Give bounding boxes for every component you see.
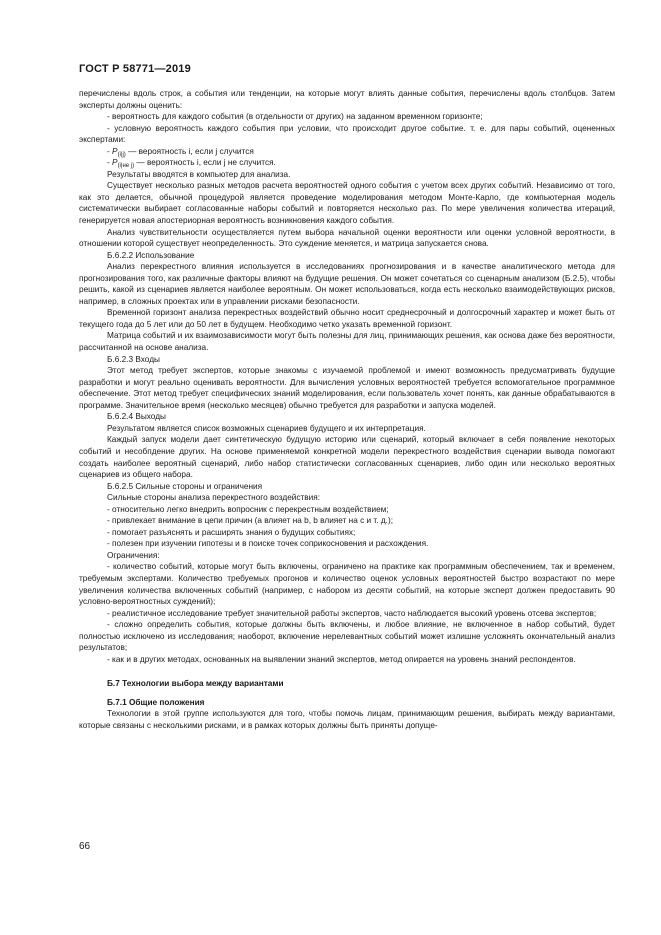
list-item: - реалистичное исследование требует значительной работы экспертов, часто наблюдается высокий уровень отсева экспертов; [107,608,597,618]
formula-line: - $P_{(i|j)}$ — вероятность i, если j случится [107,146,254,158]
formula-symbol: P [112,146,118,156]
paragraph: Временной горизонт анализа перекрестных воздействий обычно носит среднесрочный и долгосрочный характер и может быть от текущего года до 5 лет или до 50 лет в будущем. Необходимо четко указать временной горизонт. [79,308,615,329]
list-item: - количество событий, которые могут быть включены, ограничено на практике как программным обеспечением, так и временем, требуемым экспертами. Количество требуемых прогонов и количество оценок условных вероятностей быстро возрастают по мере увеличения количества включенных событий (например, с набором из десяти событий, на которые эксперт должен предоставить 90 условно-вероятностных суждений); [79,562,615,607]
paragraph: Ограничения: [107,550,160,560]
paragraph: Существует несколько разных методов расчета вероятностей одного события с учетом всех других событий. Независимо от того, как это делается, обычной процедурой является проведение моделирования методом Монте-Карло, где компьютерная модель систематически выбирает согласованные наборы событий и повторяется несколько раз. По мере увеличения количества итераций, генерируется новая апостериорная вероятность возникновения каждого события. [79,181,615,226]
subsection-heading: Б.6.2.2 Использование [107,250,195,260]
formula-subscript: (i|не j) [117,163,135,170]
list-item: - вероятность для каждого события (в отдельности от других) на заданном временном горизонте; [107,112,483,122]
formula-symbol: P [112,158,118,168]
paragraph: Технологии в этой группе используются для того, чтобы помочь лицам, принимающим решения, выбирать между вариантами, которые связаны с несколькими рисками, и в рамках которых должны быть приняты допуще- [79,709,615,730]
list-item: - полезен при изучении гипотезы и в поиске точек соприкосновения и расхождения. [107,539,429,549]
section-subheading: Б.7.1 Общие положения [107,697,205,707]
paragraph: Результатом является список возможных сценариев будущего и их интерпретация. [107,423,426,433]
paragraph: Результаты вводятся в компьютер для анализа. [107,169,291,179]
formula-line: - $P_{(i|не j)}$ — вероятность i, если j не случится. [107,158,276,170]
list-item: - привлекает внимание в цепи причин (a влияет на b, b влияет на c и т. д.); [107,516,393,526]
list-item: - сложно определить события, которые должны быть включены, и любое влияние, не включенное в набор событий, будет полностью исключено из исследования; наоборот, включение нерелевантных событий может излишне усложнять окончательный анализ результатов; [79,620,615,653]
standard-header: ГОСТ Р 58771—2019 [79,63,191,75]
subsection-heading: Б.6.2.4 Выходы [107,412,166,422]
paragraph: Сильные стороны анализа перекрестного воздействия: [107,493,321,503]
paragraph: Анализ чувствительности осуществляется путем выбора начальной оценки вероятности или оценки условной вероятности, в отношении которой существует неопределенность. Это суждение меняется, и матрица запускается снова. [79,227,615,249]
section-heading: Б.7 Технологии выбора между вариантами [107,679,284,689]
paragraph: Анализ перекрестного влияния используется в исследованиях прогнозирования и в качестве аналитического метода для прогнозирования того, как различные факторы влияют на будущие решения. Он может сочетаться со сценарным анализом (Б.2.5), чтобы решить, какой из сценариев является наиболее вероятным. Он может использоваться, когда есть несколько взаимодействующих рисков, например, в сложных проектах или в управлении рисками безопасности. [79,262,615,306]
body-text [79,88,615,732]
formula-subscript: (i|j) [117,151,126,158]
list-item: - как и в других методах, основанных на выявлении знаний экспертов, метод опирается на уровень знаний респондентов. [107,654,576,664]
formula-text: — вероятность i, если j не случится. [134,158,276,168]
list-item: - помогает разъяснять и расширять знания о будущих событиях; [107,527,356,537]
list-item: - условную вероятность каждого события при условии, что происходит другое событие. т. е. для пары событий, оцененных экспертами: [79,123,615,145]
paragraph: Каждый запуск модели дает синтетическую будущую историю или сценарий, который включает в себя появление некоторых событий и несобпдение других. На основе применяемой конкретной модели перекрестного воздействия сценарии вывода помогают создать наиболее вероятный сценарий, либо набор статистически согласованных сценариев, либо один или несколько вероятных сценариев из общего набора. [79,435,615,480]
page-number: 66 [79,841,91,852]
subsection-heading: Б.6.2.5 Сильные стороны и ограничения [107,481,263,491]
formula-text: — вероятность i, если j случится [125,146,254,156]
paragraph: перечислены вдоль строк, а события или тенденции, на которые могут влиять данные события, перечислены вдоль столбцов. Затем эксперты должны оценить: [79,89,615,110]
subsection-heading: Б.6.2.3 Входы [107,354,160,364]
paragraph: Матрица событий и их взаимозависимости могут быть полезны для лиц, принимающих решения, как основа даже без вероятности, рассчитанной на основе анализа. [79,331,615,353]
paragraph: Этот метод требует экспертов, которые знакомы с изучаемой проблемой и имеют возможность предусматривать будущие разработки и могут реально оценивать вероятности. Для вычисления условных вероятностей требуется вспомогательное программное обеспечение. Этот метод требует специфических знаний моделирования, если пользователь хочет понять, как данные обрабатываются в программе. Значительное время (несколько месяцев) обычно требуется для разработки и запуска моделей. [79,366,615,410]
list-item: - относительно легко внедрить вопросник с перекрестным воздействием; [107,504,389,514]
